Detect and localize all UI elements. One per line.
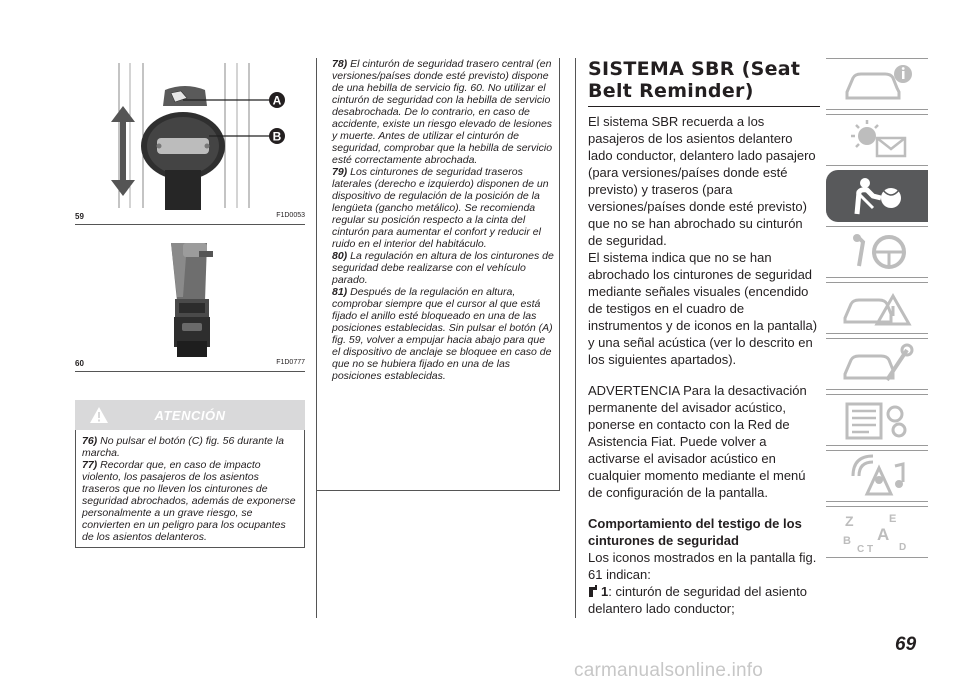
seat-belt-item: 1: cinturón de seguridad del asiento delantero lado conductor; bbox=[588, 584, 807, 616]
page-number: 69 bbox=[895, 634, 917, 655]
sidebar-tab-knowing-car[interactable] bbox=[826, 58, 928, 110]
seat-belt-indicator-icon bbox=[588, 585, 601, 597]
car-maintenance-icon bbox=[837, 342, 917, 386]
figure-number: 60 bbox=[75, 359, 84, 368]
figure-60-caption bbox=[75, 359, 305, 372]
subheading: Comportamiento del testigo de los cinturones de seguridad bbox=[588, 516, 802, 548]
watermark: carmanualsonline.info bbox=[574, 660, 764, 681]
column-divider bbox=[575, 58, 576, 618]
warning-item: 76) No pulsar el botón (C) fig. 56 durante la marcha. bbox=[82, 435, 284, 459]
seat-number: 1 bbox=[601, 584, 609, 599]
figure-number: 59 bbox=[75, 212, 84, 221]
sidebar-tab-starting-driving[interactable] bbox=[826, 226, 928, 278]
warning-body bbox=[75, 430, 305, 548]
middle-column bbox=[316, 58, 560, 491]
callout-b: B bbox=[272, 129, 282, 144]
car-info-icon bbox=[837, 62, 917, 106]
sidebar-tab-index[interactable] bbox=[826, 506, 928, 558]
seat-belt-height-adjuster-image bbox=[75, 58, 305, 210]
warning-item: 77) Recordar que, en caso de impacto violento, los pasajeros de los asientos traseros que no lleven los cinturones de seguridad abrochados, además de exponerse personalmente a un grave riesgo, se convierten en un peligro para los ocupantes de los asientos delanteros. bbox=[82, 459, 296, 543]
warning-title: ATENCIÓN bbox=[154, 407, 226, 423]
figure-59-caption bbox=[75, 212, 305, 225]
svg-text:D: D bbox=[899, 542, 907, 553]
note-item: 79) Los cinturones de seguridad traseros laterales (derecho e izquierdo) disponen de un dispositivo de regulación de la posición de la lengüeta (gancho metálico). Se recomienda regular su posición respecto a la cinta del cinturón para aumentar el confort y reducir el ruido en el interior del habitáculo. bbox=[332, 166, 549, 250]
warning-triangle-icon bbox=[89, 406, 109, 424]
figure-60 bbox=[75, 237, 305, 372]
service-buckle-image bbox=[75, 237, 305, 357]
note-item: 78) El cinturón de seguridad trasero central (en versiones/países donde esté previsto) dispone de una hebilla de servicio fig. 60. No utilizar el cinturón de seguridad con la hebilla de servicio desabrochada. De lo contrario, en caso de accidente, existe un riesgo elevado de lesiones y muerte. Antes de utilizar el cinturón de seguridad, comprobar que la hebilla de servicio esté correctamente abrochada. bbox=[332, 58, 553, 166]
sidebar-tab-safety[interactable] bbox=[826, 170, 928, 222]
svg-text:A: A bbox=[877, 525, 890, 544]
svg-text:T: T bbox=[867, 544, 874, 554]
sidebar-tab-emergency[interactable] bbox=[826, 282, 928, 334]
sidebar-tab-technical-data[interactable] bbox=[826, 394, 928, 446]
svg-text:E: E bbox=[889, 513, 897, 525]
warning-header bbox=[75, 400, 305, 430]
sidebar-tab-multimedia[interactable] bbox=[826, 450, 928, 502]
car-emergency-icon bbox=[837, 286, 917, 330]
column-divider bbox=[316, 58, 317, 618]
sidebar-tab-maintenance[interactable] bbox=[826, 338, 928, 390]
chapter-sidebar bbox=[826, 58, 928, 562]
figure-59 bbox=[75, 58, 305, 225]
paragraph: El sistema indica que no se han abrochado los cinturones de seguridad mediante señales visuales (encendido de testigos en el cuadro de instrumentos y de iconos en la pantalla) y una señal acústica (ver lo descrito en los siguientes apartados). bbox=[588, 250, 818, 367]
warning-lights-icon bbox=[837, 118, 917, 162]
figure-code: F1D0777 bbox=[276, 359, 305, 366]
callout-a: A bbox=[272, 93, 282, 108]
steering-wheel-icon bbox=[837, 230, 917, 274]
seat-belt-airbag-icon bbox=[837, 174, 917, 218]
svg-text:C: C bbox=[857, 544, 865, 554]
right-column bbox=[588, 58, 820, 617]
note-item: 80) La regulación en altura de los cinturones de seguridad debe realizarse con el vehículo parado. bbox=[332, 250, 554, 286]
settings-list-icon bbox=[837, 398, 917, 442]
paragraph: El sistema SBR recuerda a los pasajeros de los asientos delantero lado conductor, delantero lado pasajero (para versiones/países donde esté previsto) y traseros (para versiones/países donde esté previsto) que no se han abrochado su cinturón de seguridad. bbox=[588, 114, 816, 248]
index-letters-icon bbox=[837, 510, 917, 554]
section-title: SISTEMA SBR (Seat Belt Reminder) bbox=[588, 58, 820, 107]
svg-text:B: B bbox=[843, 535, 851, 547]
paragraph: Los iconos mostrados en la pantalla fig. 61 indican: bbox=[588, 550, 817, 582]
sidebar-tab-warning-lights[interactable] bbox=[826, 114, 928, 166]
left-column bbox=[75, 58, 305, 548]
svg-text:Z: Z bbox=[845, 513, 854, 529]
figure-code: F1D0053 bbox=[276, 212, 305, 219]
note-item: 81) Después de la regulación en altura, comprobar siempre que el cursor al que está fijado el anillo esté bloqueado en una de las posiciones establecidas. Sin pulsar el botón (A) fig. 59, volver a empujar hacia abajo para que el dispositivo de anclaje se bloquee en caso de que no se hubiera fijado en una de las posiciones establecidas. bbox=[332, 286, 553, 382]
advertencia-paragraph: ADVERTENCIA Para la desactivación permanente del avisador acústico, ponerse en contacto con la Red de Asistencia Fiat. Puede volver a activarse el avisador acústico en cualquier momento mediante el menú de configuración de la pantalla. bbox=[588, 383, 807, 500]
multimedia-icon bbox=[837, 454, 917, 498]
